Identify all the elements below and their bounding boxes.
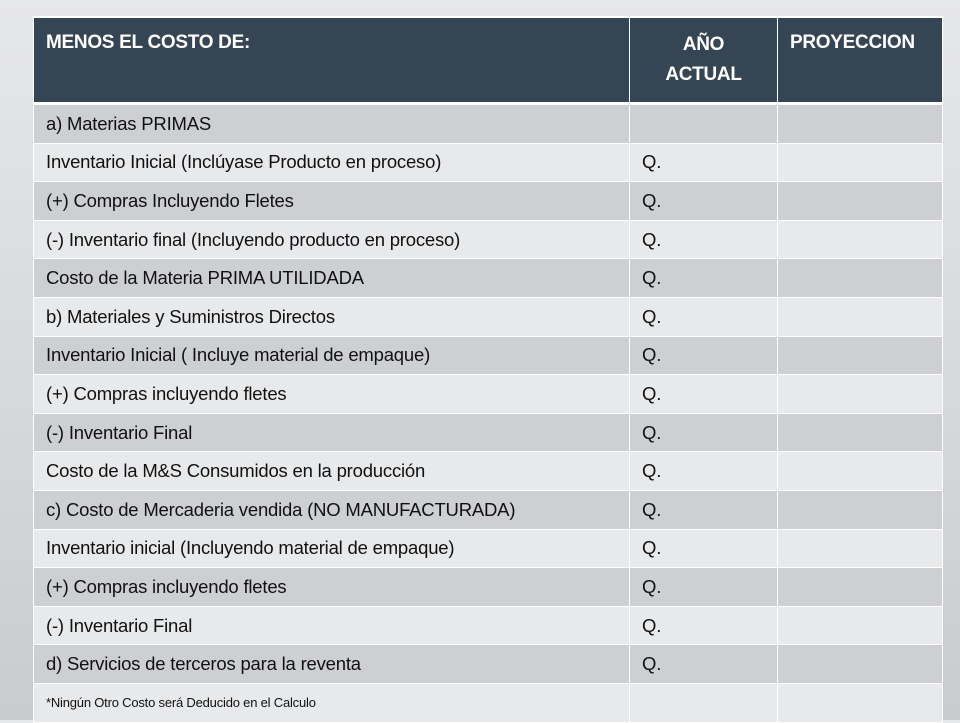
header-concept: MENOS EL COSTO DE:	[34, 17, 630, 104]
row-current-year	[630, 104, 778, 144]
row-projection	[778, 606, 943, 645]
row-projection	[778, 529, 943, 568]
table-row	[34, 143, 943, 182]
table-row	[34, 297, 943, 336]
row-current-year: Q.	[630, 490, 778, 529]
row-projection	[778, 336, 943, 375]
row-projection	[778, 259, 943, 298]
row-current-year: Q.	[630, 452, 778, 491]
header-year-line2: ACTUAL	[665, 64, 742, 85]
table-row	[34, 220, 943, 259]
row-concept: c) Costo de Mercaderia vendida (NO MANUFACTURADA)	[34, 490, 630, 529]
row-projection	[778, 220, 943, 259]
row-projection	[778, 645, 943, 684]
row-current-year: Q.	[630, 220, 778, 259]
row-concept: d) Servicios de terceros para la reventa	[34, 645, 630, 684]
row-current-year: Q.	[630, 606, 778, 645]
row-projection	[778, 297, 943, 336]
row-current-year: Q.	[630, 182, 778, 221]
row-projection	[778, 452, 943, 491]
row-current-year: Q.	[630, 143, 778, 182]
row-current-year	[630, 683, 778, 722]
row-projection	[778, 104, 943, 144]
row-concept: (-) Inventario Final	[34, 413, 630, 452]
row-current-year: Q.	[630, 375, 778, 414]
table-row	[34, 259, 943, 298]
cost-table	[33, 16, 943, 723]
header-row	[34, 17, 943, 104]
table-body	[34, 104, 943, 723]
row-concept: (-) Inventario Final	[34, 606, 630, 645]
row-projection	[778, 413, 943, 452]
row-concept: b) Materiales y Suministros Directos	[34, 297, 630, 336]
table-row	[34, 452, 943, 491]
table-row	[34, 606, 943, 645]
row-current-year: Q.	[630, 645, 778, 684]
row-concept: a) Materias PRIMAS	[34, 104, 630, 144]
table-row	[34, 413, 943, 452]
table-row	[34, 490, 943, 529]
table-row	[34, 375, 943, 414]
table-row	[34, 104, 943, 144]
row-projection	[778, 683, 943, 722]
footnote-row	[34, 683, 943, 722]
row-current-year: Q.	[630, 529, 778, 568]
header-year-line1: AÑO	[682, 34, 725, 55]
row-concept: Costo de la Materia PRIMA UTILIDADA	[34, 259, 630, 298]
row-concept: (+) Compras Incluyendo Fletes	[34, 182, 630, 221]
row-projection	[778, 143, 943, 182]
row-current-year: Q.	[630, 568, 778, 607]
table-row	[34, 336, 943, 375]
row-projection	[778, 568, 943, 607]
row-current-year: Q.	[630, 297, 778, 336]
table-row	[34, 568, 943, 607]
row-concept: (-) Inventario final (Incluyendo producto en proceso)	[34, 220, 630, 259]
row-projection	[778, 490, 943, 529]
row-projection	[778, 182, 943, 221]
row-current-year: Q.	[630, 336, 778, 375]
row-concept: Costo de la M&S Consumidos en la producción	[34, 452, 630, 491]
table-header	[34, 17, 943, 104]
row-concept: Inventario inicial (Incluyendo material de empaque)	[34, 529, 630, 568]
row-concept: Inventario Inicial (Inclúyase Producto en proceso)	[34, 143, 630, 182]
row-concept: Inventario Inicial ( Incluye material de empaque)	[34, 336, 630, 375]
header-projection: PROYECCION	[778, 17, 943, 104]
table-row	[34, 529, 943, 568]
header-current-year	[630, 17, 778, 104]
row-current-year: Q.	[630, 413, 778, 452]
row-concept: (+) Compras incluyendo fletes	[34, 568, 630, 607]
table-row	[34, 182, 943, 221]
row-current-year: Q.	[630, 259, 778, 298]
table-row	[34, 645, 943, 684]
footnote-text: *Ningún Otro Costo será Deducido en el Calculo	[34, 683, 630, 722]
row-projection	[778, 375, 943, 414]
row-concept: (+) Compras incluyendo fletes	[34, 375, 630, 414]
